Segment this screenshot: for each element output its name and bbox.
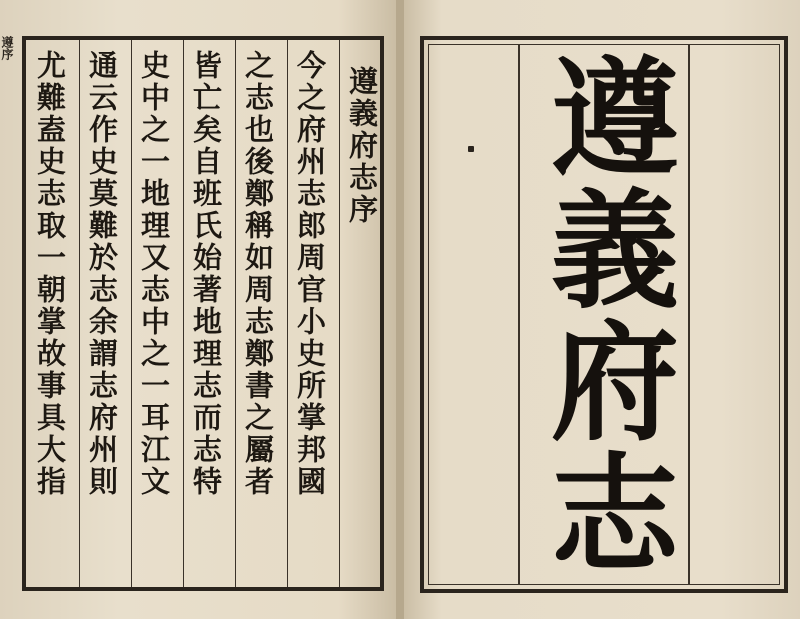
spine-label-text: 遵序: [0, 36, 14, 60]
title-column-rule: [688, 44, 690, 585]
printer-mark: [468, 146, 474, 152]
preface-column-6: 尤難盍史志取一朝掌故事具大指: [33, 50, 67, 498]
preface-column-3: 皆亡矣自班氏始著地理志而志特: [189, 50, 223, 498]
spine-label: [0, 36, 14, 236]
preface-heading: 遵義府志序: [345, 66, 379, 226]
preface-column-5: 通云作史莫難於志余謂志府州則: [85, 50, 119, 498]
preface-column-2: 之志也後鄭稱如周志鄭書之屬者: [241, 50, 275, 498]
title-column: [520, 46, 688, 583]
preface-column-4: 史中之一地理又志中之一耳江文: [137, 50, 171, 498]
book-gutter: [396, 0, 404, 619]
book-title: 遵義府志: [529, 50, 679, 579]
preface-column-1: 今之府州志郎周官小史所掌邦國: [293, 50, 327, 498]
